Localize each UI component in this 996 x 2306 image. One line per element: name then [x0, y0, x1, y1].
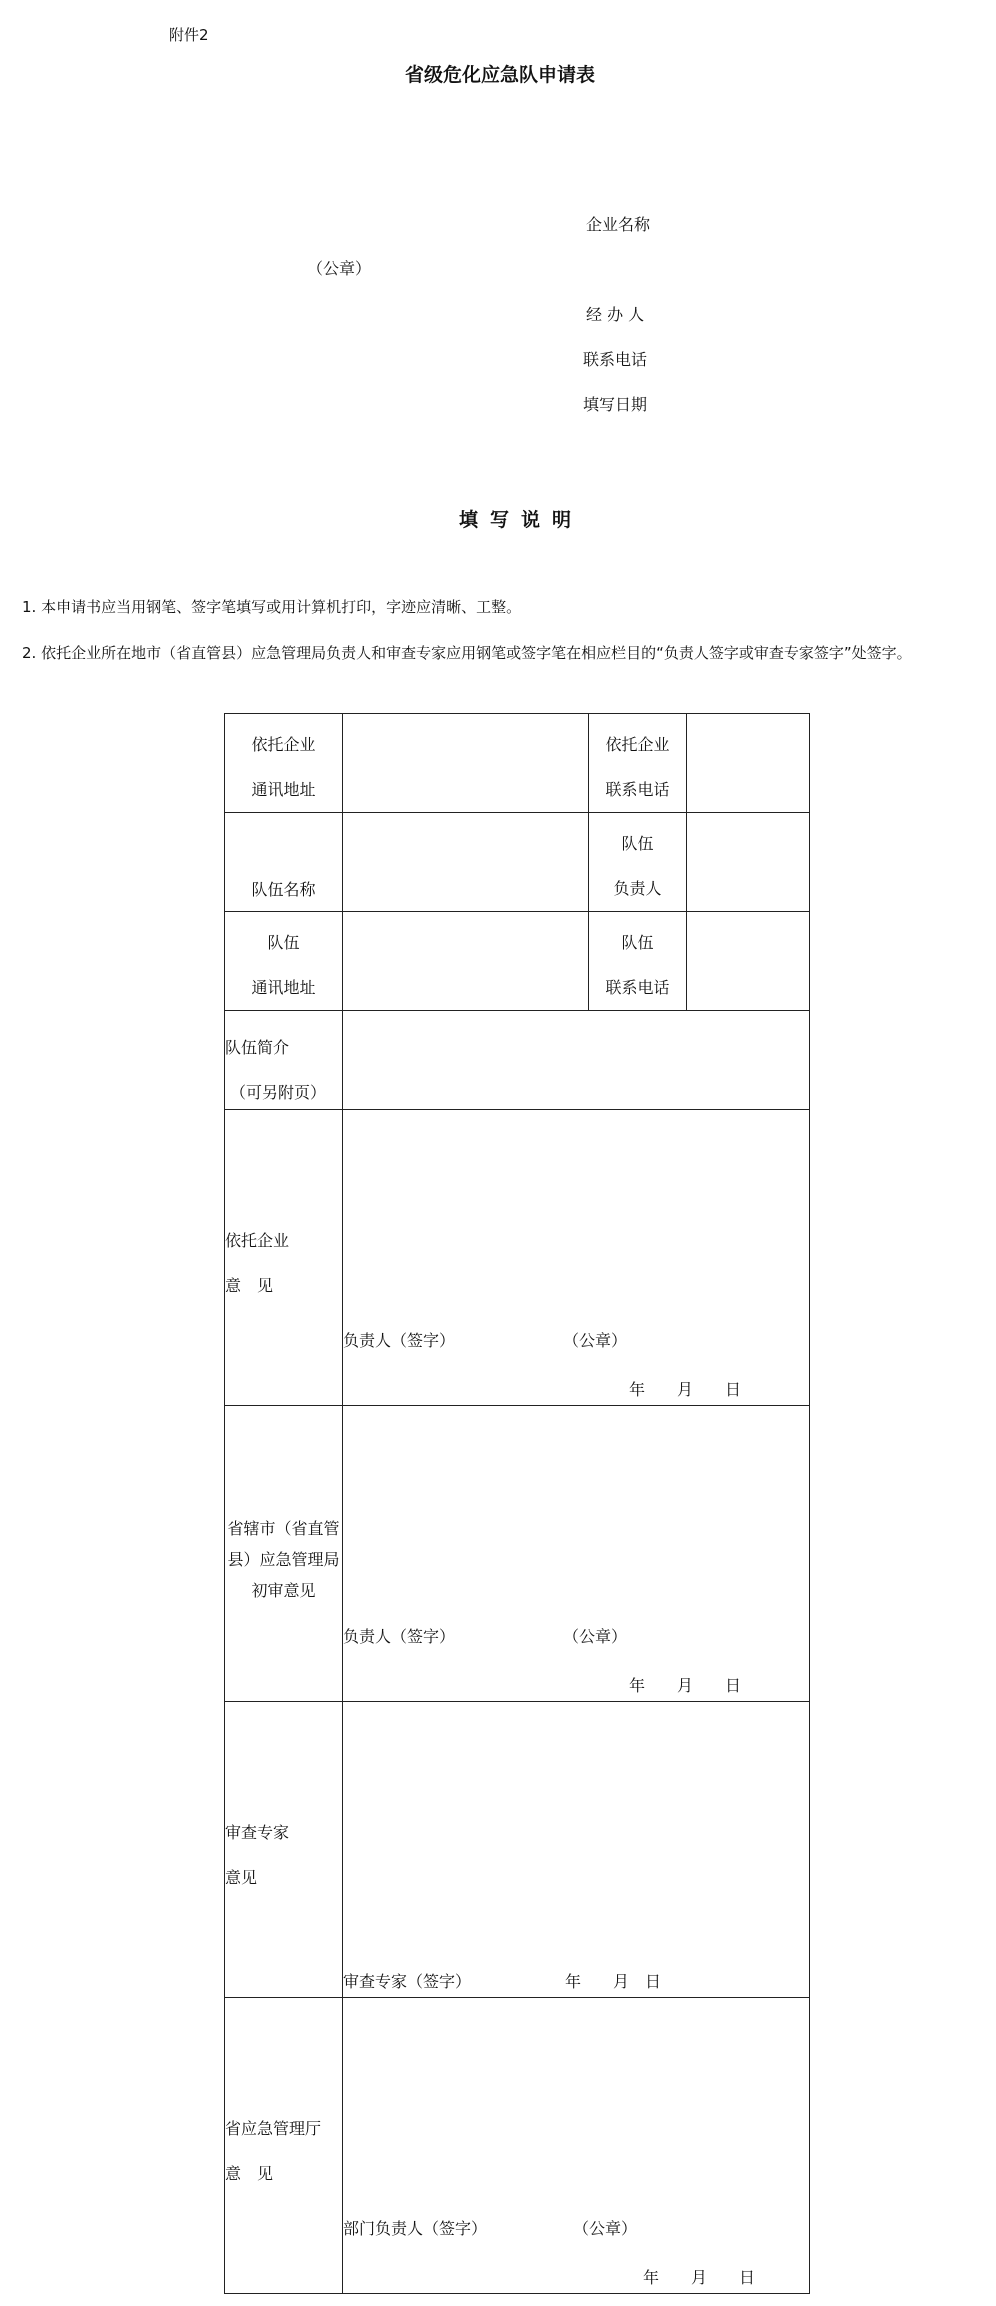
instructions-heading: 填写说明	[459, 509, 584, 531]
company-phone-label-line2: 联系电话	[605, 780, 670, 799]
team-leader-value[interactable]	[687, 813, 810, 912]
city-opinion-label-line2: 县）应急管理局	[227, 1550, 340, 1569]
instruction-item-1: 1. 本申请书应当用钢笔、签字笔填写或用计算机打印，字迹应清晰、工整。	[22, 598, 522, 616]
expert-opinion-label-cell	[225, 1702, 343, 1998]
company-address-label-line2: 通讯地址	[251, 780, 316, 799]
team-phone-label-line1: 队伍	[621, 933, 654, 952]
row-team-address	[225, 912, 810, 1011]
team-name-value[interactable]	[343, 813, 589, 912]
team-address-value[interactable]	[343, 912, 589, 1011]
team-phone-label-line2: 联系电话	[605, 978, 670, 997]
province-opinion-label-line1: 省应急管理厅	[225, 2119, 322, 2138]
city-opinion-label-line3: 初审意见	[251, 1581, 316, 1600]
company-opinion-date: 年 月 日	[629, 1380, 742, 1399]
company-phone-value[interactable]	[687, 714, 810, 813]
city-opinion-date: 年 月 日	[629, 1676, 742, 1695]
team-leader-label-line2: 负责人	[613, 879, 662, 898]
province-opinion-label-cell	[225, 1998, 343, 2294]
company-opinion-label-line1: 依托企业	[225, 1231, 290, 1250]
province-opinion-value[interactable]	[343, 1998, 810, 2294]
company-name-label: 企业名称	[586, 215, 651, 234]
province-seal-label: （公章）	[573, 2219, 638, 2238]
team-address-label-line1: 队伍	[267, 933, 300, 952]
company-opinion-label-line2: 意 见	[225, 1276, 274, 1295]
row-city-opinion	[225, 1406, 810, 1702]
expert-opinion-label-line1: 审查专家	[225, 1823, 290, 1842]
row-province-opinion	[225, 1998, 810, 2294]
row-company-address	[225, 714, 810, 813]
city-seal-label: （公章）	[563, 1627, 628, 1646]
expert-opinion-date: 年 月 日	[565, 1972, 662, 1991]
date-label: 填写日期	[583, 395, 648, 414]
row-team-name	[225, 813, 810, 912]
attachment-label: 附件2	[169, 26, 209, 44]
company-address-value[interactable]	[343, 714, 589, 813]
company-phone-label-line1: 依托企业	[605, 735, 670, 754]
team-address-label-cell	[225, 912, 343, 1011]
team-leader-label-line1: 队伍	[621, 834, 654, 853]
city-opinion-value[interactable]	[343, 1406, 810, 1702]
seal-label: （公章）	[307, 259, 372, 278]
company-seal-label: （公章）	[563, 1331, 628, 1350]
team-intro-label-line2: （可另附页）	[230, 1083, 327, 1102]
team-leader-label-cell	[589, 813, 687, 912]
province-leader-signature-label: 部门负责人（签字）	[343, 2219, 488, 2238]
team-name-label-cell	[225, 813, 343, 912]
team-phone-value[interactable]	[687, 912, 810, 1011]
instruction-item-2: 2. 依托企业所在地市（省直管县）应急管理局负责人和审查专家应用钢笔或签字笔在相应栏目的“负责人签字或审查专家签字”处签字。	[22, 644, 912, 662]
team-intro-label-cell	[225, 1011, 343, 1110]
handler-label: 经 办 人	[586, 305, 645, 324]
company-address-label-line1: 依托企业	[251, 735, 316, 754]
phone-label: 联系电话	[583, 350, 648, 369]
team-intro-label-line1: 队伍简介	[225, 1038, 290, 1057]
province-opinion-label-line2: 意 见	[225, 2164, 274, 2183]
company-opinion-label-cell	[225, 1110, 343, 1406]
expert-signature-label: 审查专家（签字）	[343, 1972, 472, 1991]
application-form-table	[224, 713, 810, 2294]
company-leader-signature-label: 负责人（签字）	[343, 1331, 456, 1350]
company-address-label-cell	[225, 714, 343, 813]
company-phone-label-cell	[589, 714, 687, 813]
company-opinion-value[interactable]	[343, 1110, 810, 1406]
team-name-label: 队伍名称	[251, 880, 316, 899]
expert-opinion-label-line2: 意见	[225, 1868, 258, 1887]
team-intro-value[interactable]	[343, 1011, 810, 1110]
team-address-label-line2: 通讯地址	[251, 978, 316, 997]
row-team-intro	[225, 1011, 810, 1110]
row-company-opinion	[225, 1110, 810, 1406]
page-title: 省级危化应急队申请表	[405, 64, 596, 86]
row-expert-opinion	[225, 1702, 810, 1998]
city-leader-signature-label: 负责人（签字）	[343, 1627, 456, 1646]
city-opinion-label-cell	[225, 1406, 343, 1702]
province-opinion-date: 年 月 日	[643, 2268, 756, 2287]
team-phone-label-cell	[589, 912, 687, 1011]
city-opinion-label-line1: 省辖市（省直管	[227, 1519, 340, 1538]
expert-opinion-value[interactable]	[343, 1702, 810, 1998]
